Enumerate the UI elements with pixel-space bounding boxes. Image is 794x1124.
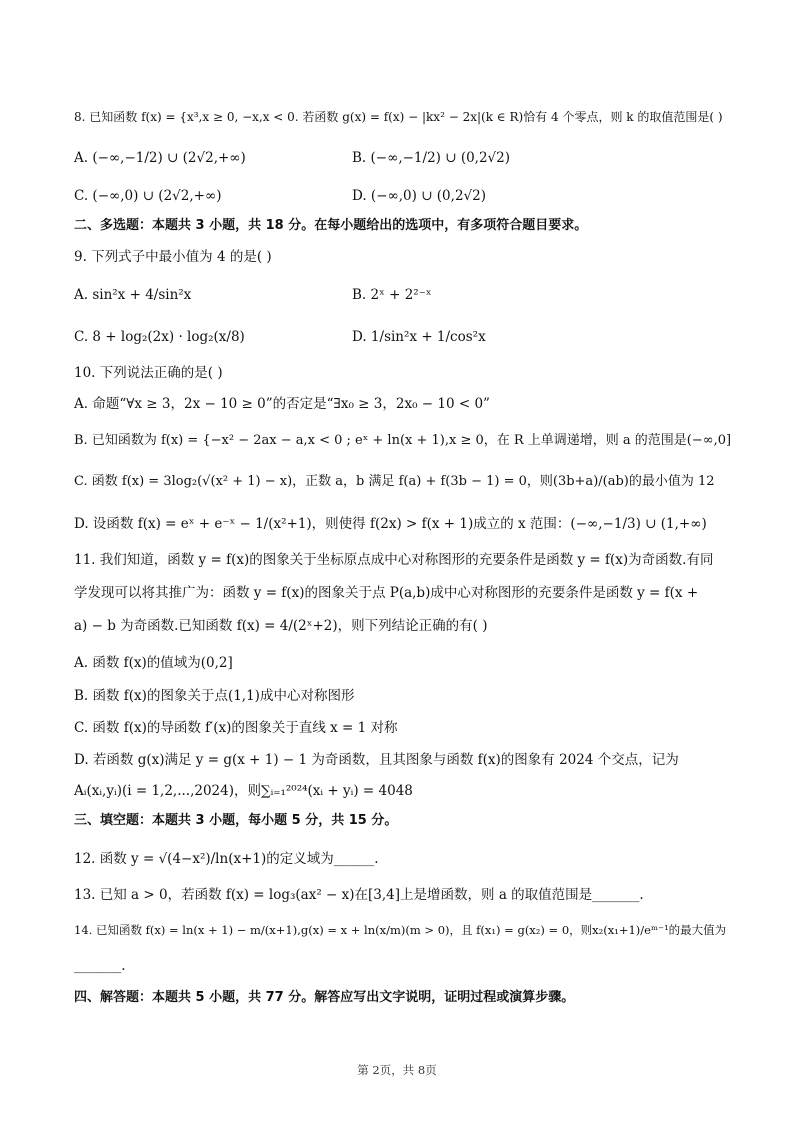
- question-9-option-d: D. 1/sin²x + 1/cos²x: [352, 329, 486, 345]
- question-10-option-a: A. 命题“∀x ≥ 3，2x − 10 ≥ 0”的否定是“∃x₀ ≥ 3，2x₀ − 10 < 0”: [74, 396, 490, 412]
- question-9-option-a: A. sin²x + 4/sin²x: [74, 287, 192, 303]
- question-13: 13. 已知 a > 0，若函数 f(x) = log₃(ax² − x)在[3,4]上是增函数，则 a 的取值范围是_______.: [74, 887, 644, 903]
- question-11-option-c: C. 函数 f(x)的导函数 f′(x)的图象关于直线 x = 1 对称: [74, 720, 398, 736]
- question-11-option-d-line-1: D. 若函数 g(x)满足 y = g(x + 1) − 1 为奇函数，且其图象与函数 f(x)的图象有 2024 个交点，记为: [74, 752, 679, 768]
- question-10-option-b: B. 已知函数为 f(x) = {−x² − 2ax − a,x < 0 ; eˣ + ln(x + 1),x ≥ 0，在 R 上单调递增，则 a 的范围是(−∞,0]: [74, 433, 732, 448]
- question-11-line-2: 学发现可以将其推广为：函数 y = f(x)的图象关于点 P(a,b)成中心对称图形的充要条件是函数 y = f(x +: [74, 585, 699, 601]
- page-footer: 第 2页，共 8页: [357, 1063, 437, 1077]
- question-9-option-b: B. 2ˣ + 2²⁻ˣ: [352, 287, 432, 303]
- question-11-option-b: B. 函数 f(x)的图象关于点(1,1)成中心对称图形: [74, 688, 355, 704]
- question-14-line-2: _______.: [74, 958, 126, 974]
- question-9-stem: 9. 下列式子中最小值为 4 的是( ): [74, 249, 272, 265]
- question-10-option-d: D. 设函数 f(x) = eˣ + e⁻ˣ − 1/(x²+1)，则使得 f(2x) > f(x + 1)成立的 x 范围：(−∞,−1/3) ∪ (1,+∞): [74, 516, 707, 532]
- question-8-stem: 8. 已知函数 f(x) = {x³,x ≥ 0, −x,x < 0. 若函数 g(x) = f(x) − |kx² − 2x|(k ∈ R)恰有 4 个零点，则 k 的取值范围是( ): [74, 110, 723, 124]
- section-answer-heading: 四、解答题：本题共 5 小题，共 77 分。解答应写出文字说明，证明过程或演算步骤。: [74, 990, 575, 1005]
- question-11-option-a: A. 函数 f(x)的值域为(0,2]: [74, 655, 233, 671]
- question-14-line-1: 14. 已知函数 f(x) = ln(x + 1) − m/(x+1),g(x) = x + ln(x/m)(m > 0)，且 f(x₁) = g(x₂) = 0，则x₂(x₁+1)/eᵐ⁻¹的最大值为: [74, 923, 727, 937]
- question-10-stem: 10. 下列说法正确的是( ): [74, 365, 223, 381]
- question-11-line-3: a) − b 为奇函数.已知函数 f(x) = 4/(2ˣ+2)，则下列结论正确的有( ): [74, 618, 488, 634]
- question-8-option-d: D. (−∞,0) ∪ (0,2√2): [352, 188, 486, 204]
- question-8-option-b: B. (−∞,−1/2) ∪ (0,2√2): [352, 150, 511, 166]
- question-8-option-c: C. (−∞,0) ∪ (2√2,+∞): [74, 188, 222, 204]
- question-12: 12. 函数 y = √(4−x²)/ln(x+1)的定义域为______.: [74, 851, 379, 867]
- question-9-option-c: C. 8 + log₂(2x) · log₂(x/8): [74, 329, 245, 345]
- question-11-line-1: 11. 我们知道，函数 y = f(x)的图象关于坐标原点成中心对称图形的充要条件是函数 y = f(x)为奇函数.有同: [74, 552, 714, 568]
- question-10-option-c: C. 函数 f(x) = 3log₂(√(x² + 1) − x)，正数 a，b 满足 f(a) + f(3b − 1) = 0，则(3b+a)/(ab)的最小值为 12: [74, 474, 715, 489]
- question-8-option-a: A. (−∞,−1/2) ∪ (2√2,+∞): [74, 150, 246, 166]
- section-fill-blank-heading: 三、填空题：本题共 3 小题，每小题 5 分，共 15 分。: [74, 813, 398, 828]
- question-11-option-d-line-2: Aᵢ(xᵢ,yᵢ)(i = 1,2,...,2024)，则∑ᵢ₌₁²⁰²⁴(xᵢ + yᵢ) = 4048: [74, 783, 413, 799]
- section-multiple-choice-heading: 二、多选题：本题共 3 小题，共 18 分。在每小题给出的选项中，有多项符合题目要求。: [74, 218, 588, 233]
